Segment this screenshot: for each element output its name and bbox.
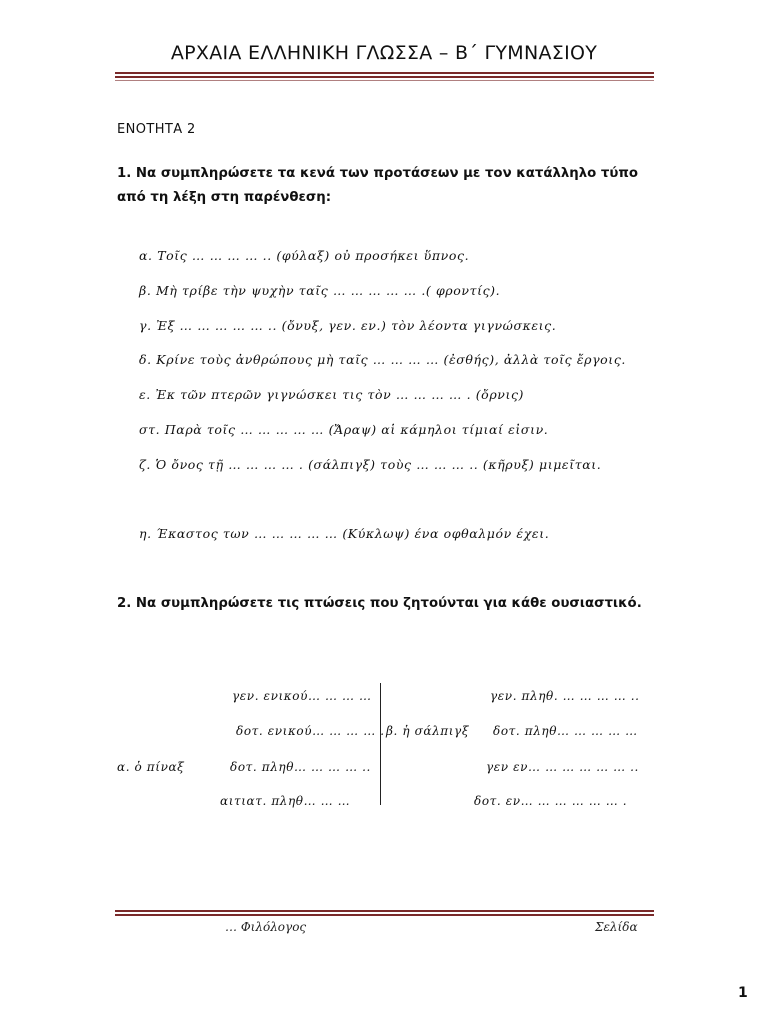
exercise-1-item-b: β. Μὴ τρίβε τὴν ψυχὴν ταῖς … … … … … .( φροντίς). <box>139 283 501 298</box>
exercise-2-left-cell: γεν. ενικού… … … … <box>232 689 372 703</box>
footer-text-clipped <box>115 918 654 934</box>
exercise-1-instruction-line1: 1. Να συμπληρώσετε τα κενά των προτάσεων με τον κατάλληλο τύπο <box>117 166 639 181</box>
exercise-2-left-cell: δοτ. ενικού… … … … . <box>236 724 385 738</box>
exercise-2-noun-a: α. ὁ πίναξ <box>117 760 185 774</box>
exercise-2-divider <box>380 683 381 805</box>
exercise-2-right-cell: γεν. πληθ. … … … … .. <box>490 689 640 703</box>
exercise-2-noun-b: β. ἡ σάλπιγξ <box>386 724 470 738</box>
section-heading: ΕΝΟΤΗΤΑ 2 <box>117 122 196 137</box>
exercise-1-item-h: η. Έκαστος των … … … … … (Κύκλωψ) ένα οφθαλμόν έχει. <box>139 526 550 541</box>
footer-left-text: … Φιλόλογος <box>225 920 307 934</box>
exercise-2-right-cell: δοτ. εν… … … … … … . <box>474 794 628 808</box>
exercise-2-instruction: 2. Να συμπληρώσετε τις πτώσεις που ζητούνται για κάθε ουσιαστικό. <box>117 596 642 611</box>
exercise-1-item-z: ζ. Ὁ ὄνος τῇ … … … … . (σάλπιγξ) τοὺς … … … .. (κῆρυξ) μιμεῖται. <box>139 457 602 472</box>
exercise-1-item-st: στ. Παρὰ τοῖς … … … … … (Ἄραψ) αἱ κάμηλοι τίμιαί εἰσιν. <box>139 422 549 437</box>
exercise-1-item-a: α. Τοῖς … … … … .. (φύλαξ) οὐ προσήκει ὕπνος. <box>139 248 470 263</box>
exercise-2-right-cell: γεν εν… … … … … … .. <box>486 760 639 774</box>
page-header-title: ΑΡΧΑΙΑ ΕΛΛΗΝΙΚΗ ΓΛΩΣΣΑ – Β΄ ΓΥΜΝΑΣΙΟΥ <box>170 42 598 64</box>
footer-rule <box>115 910 654 916</box>
exercise-1-instruction-line2: από τη λέξη στη παρένθεση: <box>117 190 332 205</box>
exercise-1-item-d: δ. Κρίνε τοὺς ἀνθρώπους μὴ ταῖς … … … … (ἐσθής), ἀλλὰ τοῖς ἔργοις. <box>139 352 626 367</box>
exercise-2-left-cell: δοτ. πληθ… … … … .. <box>230 760 371 774</box>
header-rule-thin <box>115 80 654 81</box>
footer-right-text: Σελίδα <box>595 920 638 934</box>
exercise-2-left-cell: αιτιατ. πληθ… … … <box>220 794 351 808</box>
page-number: 1 <box>738 985 748 1001</box>
exercise-1-item-c: γ. Ἐξ … … … … … .. (ὄνυξ, γεν. εν.) τὸν λέοντα γιγνώσκεις. <box>139 318 557 333</box>
exercise-2-right-cell: δοτ. πληθ… … … … … <box>493 724 638 738</box>
exercise-1-item-e: ε. Ἐκ τῶν πτερῶν γιγνώσκει τις τὸν … … … … . (ὄρνις) <box>139 387 525 402</box>
header-rule <box>115 72 654 78</box>
